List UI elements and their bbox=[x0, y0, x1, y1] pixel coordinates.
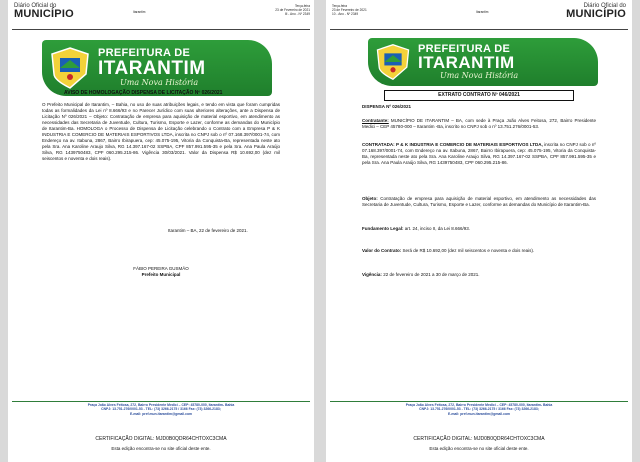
vigencia-text: 22 de fevereiro de 2021 a 30 de março de 2021. bbox=[383, 272, 480, 277]
masthead-line2: MUNICÍPIO bbox=[566, 8, 626, 20]
banner-line2: ITARANTIM bbox=[418, 53, 515, 72]
banner-line2: ITARANTIM bbox=[98, 58, 206, 79]
contratada-block bbox=[362, 142, 596, 166]
objeto-block bbox=[362, 196, 596, 208]
header-date-block bbox=[256, 5, 310, 16]
page-footer bbox=[336, 403, 622, 416]
masthead bbox=[14, 3, 74, 19]
header-rule bbox=[12, 29, 310, 30]
notice-title: AVISO DE HOMOLOGAÇÃO DISPENSA DE LICITAÇÃO Nº 026/2021 bbox=[64, 90, 223, 96]
footer-rule bbox=[12, 401, 310, 402]
place-date: Itarantim – BA, 22 de fevereiro de 2021. bbox=[168, 228, 248, 233]
page-header bbox=[8, 3, 314, 29]
header-date-block bbox=[332, 5, 392, 16]
contract-extract-title: EXTRATO CONTRATO Nº 046/2021 bbox=[384, 90, 574, 101]
vigencia-block bbox=[362, 272, 596, 278]
header-date: 23 de Fevereiro de 2021 bbox=[332, 7, 367, 12]
digital-certification: CERTIFICAÇÃO DIGITAL: MJD0B0QDR64CHTOXC3CMA bbox=[413, 436, 545, 442]
prefeitura-banner bbox=[368, 38, 598, 86]
banner-line1: PREFEITURA DE bbox=[418, 43, 511, 55]
footer-contacts: CNPJ: 13.751.276/0001-53 - TEL: (73) 3266-2175 / 3166 Fax: (73) 3266-2183; bbox=[419, 407, 539, 412]
header-edition: III - Ano - Nº 2349 bbox=[284, 11, 310, 16]
header-rule bbox=[330, 29, 628, 30]
header-weekday: Terça-feira bbox=[294, 4, 310, 8]
footer-contacts: CNPJ: 13.751.276/0001-53 - TEL: (73) 3266-2175 / 3166 Fax: (73) 3266-2183; bbox=[101, 407, 221, 412]
fundamento-label: Fundamento Legal: bbox=[362, 226, 404, 231]
notice-body: O Prefeito Municipal de Itarantim, – Bahia, no uso de suas atribuições legais, e tendo em vista que foram cumpridas todas as formalidades da Lei nº 8.666/93 e no Parecer Jurídico com suas ulteriores alterações, ante a Dispensa de Licitação Nº 026/2021 – Objeto: Contratação de empresa para aquisição de material esportivo, em atendimento as necessidades das Secretaria de Juventude, Cultura, Turismo, Esporte e Lazer, conforme as demandas do Município de Itarantim-Ba. HOMOLOGA o Processo de Dispensa de Licitação celebrando o Contrato com a Empresa P & K INDUSTRIA E COMERCIO DE MATERIAIS ESPORTIVOS LTDA, inscrita no CNPJ sob o nº 07.168.397/0001-74, com Endereço na av. Itabuna, 2867, Bairro Ibirapuera, cep: 45.075-195, Vitoria da Conquista-Ba, representada neste ato pela Sra. Ana Karoline Araujo Silva, RG 14.397.167-02 SSPBA, CPF 857.991.595-35 e pela Sra. Ana Paula Araújo Silva, RG 1439750483, CPF 060.295.215-86. Vigência 30/03/2021. Valor da Dispensa R$ 10.692,00 (dez mil seiscentos e noventa e dois reais). bbox=[42, 102, 280, 161]
valor-text: Será de R$ 10.692,00 (dez mil seiscentos e noventa e dois reais). bbox=[402, 248, 535, 253]
header-weekday: Terça-feira bbox=[332, 4, 348, 8]
prefeitura-banner bbox=[42, 40, 272, 96]
footer-address: Praça João Alves Feitosa, 272, Bairro Presidente Medici – CEP: 45780-000, Itarantim- Bahia bbox=[405, 403, 553, 407]
signer-name: FÁBIO PEREIRA GUSMÃO bbox=[133, 266, 189, 271]
header-date: 23 de Fevereiro de 2021 bbox=[275, 7, 310, 12]
header-city: Itarantim bbox=[133, 10, 146, 14]
valor-block bbox=[362, 248, 596, 254]
page-header bbox=[326, 3, 632, 29]
footer-email: E-mail: pref.mun.itarantim@gmail.com bbox=[129, 411, 193, 416]
masthead-line2: MUNICÍPIO bbox=[14, 8, 74, 20]
contratada-text: inscrita no CNPJ sob o nº 07.168.397/0001-74, com Endereço na av. Itabuna, 2867, Bairro Ibirapuera, cep: 45.075-195, Vitoria da Conquista-Ba, representada neste ato pela Sra. Ana Karoline Araujo Silva, RG 14.397.167-02 SSPBA, CPF 857.991.595-35 e pela Sra. Ana Paula Araújo Silva, RG 1439750483, CPF 060.295.215-86. bbox=[362, 142, 596, 165]
page-right bbox=[326, 0, 632, 462]
objeto-text: Contratação de empresa para aquisição de material esportivo, em atendimento as necessidades das Secretaria de Juventude, Cultura, Turismo, Esporte e Lazer, conforme as demandas do Município de Itarantim-Ba. bbox=[362, 196, 596, 207]
footer-address: Praça João Alves Feitosa, 272, Bairro Presidente Medici – CEP: 45780-000, Itarantim- Bahia bbox=[87, 403, 235, 407]
edition-note: Esta edição encontra-se no site oficial deste ente. bbox=[111, 446, 211, 451]
city-crest-icon bbox=[48, 46, 92, 90]
banner-slogan: Uma Nova História bbox=[120, 78, 199, 87]
header-city: Itarantim bbox=[476, 10, 489, 14]
fundamento-text: art. 24, inciso II, da Lei 8.666/93. bbox=[404, 226, 471, 231]
city-crest-icon bbox=[374, 43, 412, 81]
contratante-text: MUNICÍPIO DE ITARANTIM – BA, com sede à Praça João Alves Feitosa, 272, Bairro Presidente Medici – CEP 45780-000 – Itarantim -Ba, inscrito no CNPJ sob o nº 13.751.276/0001-53. bbox=[362, 118, 596, 129]
contratante-block bbox=[362, 118, 596, 130]
contratante-label: Contratante: bbox=[362, 118, 389, 123]
edition-note: Esta edição encontra-se no site oficial deste ente. bbox=[429, 446, 529, 451]
objeto-label: Objeto: bbox=[362, 196, 378, 201]
valor-label: Valor do Contrato: bbox=[362, 248, 402, 253]
digital-certification: CERTIFICAÇÃO DIGITAL: MJD0B0QDR64CHTOXC3CMA bbox=[95, 436, 227, 442]
page-left bbox=[8, 0, 314, 462]
masthead-line1: Diário Oficial do bbox=[583, 3, 626, 9]
header-edition: 10 - Ano - Nº 2349 bbox=[332, 11, 359, 16]
masthead-line1: Diário Oficial do bbox=[14, 3, 57, 9]
masthead bbox=[564, 3, 626, 19]
dispensa-number: DISPENSA Nº 026/2021 bbox=[362, 104, 412, 109]
banner-line1: PREFEITURA DE bbox=[98, 47, 191, 59]
footer-email: E-mail: pref.mun.itarantim@gmail.com bbox=[447, 411, 511, 416]
fundamento-block bbox=[362, 226, 596, 232]
page-footer bbox=[18, 403, 304, 416]
footer-rule bbox=[330, 401, 628, 402]
contratada-label: CONTRATADA: P & K INDUSTRIA E COMERCIO DE MATERIAIS ESPORTIVOS LTDA, bbox=[362, 142, 543, 147]
banner-slogan: Uma Nova História bbox=[440, 71, 519, 80]
signer-role: Prefeito Municipal bbox=[141, 272, 181, 277]
vigencia-label: Vigência: bbox=[362, 272, 382, 277]
